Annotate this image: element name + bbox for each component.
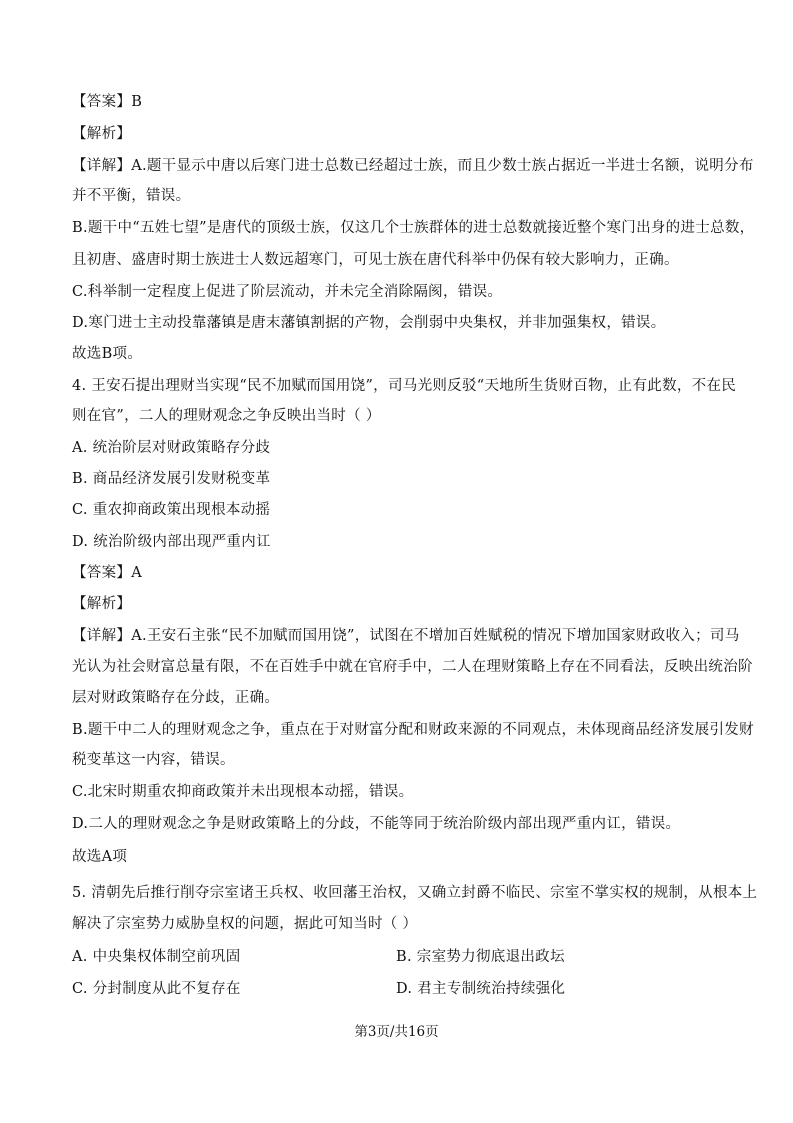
question-5-option-a: A. 中央集权体制空前巩固 bbox=[72, 949, 241, 965]
question-5-stem: 解决了宗室势力威胁皇权的问题，据此可知当时（ ） bbox=[72, 916, 418, 932]
explanation-line: 并不平衡，错误。 bbox=[72, 188, 191, 204]
question-5-stem: 5. 清朝先后推行削夺宗室诸王兵权、收回藩王治权，又确立封爵不临民、宗室不掌实权的规制，从根本上 bbox=[72, 885, 758, 901]
question-4-option-d: D. 统治阶级内部出现严重内讧 bbox=[72, 534, 271, 550]
question-5-option-d: D. 君主专制统治持续强化 bbox=[396, 981, 566, 997]
explanation-line: D.二人的理财观念之争是财政策略上的分歧，不能等同于统治阶级内部出现严重内讧，错误。 bbox=[72, 816, 681, 832]
explanation-line: 光认为社会财富总量有限，不在百姓手中就在官府手中，二人在理财策略上存在不同看法，反映出统治阶 bbox=[72, 659, 753, 675]
explanation-line: C.北宋时期重农抑商政策并未出现根本动摇，错误。 bbox=[72, 784, 414, 800]
explanation-line: D.寒门进士主动投靠藩镇是唐末藩镇割据的产物，会削弱中央集权，并非加强集权，错误。 bbox=[72, 315, 666, 331]
explanation-line: 层对财政策略存在分歧，正确。 bbox=[72, 690, 280, 706]
explanation-line: 且初唐、盛唐时期士族进士人数远超寒门，可见士族在唐代科举中仍保有较大影响力，正确。 bbox=[72, 252, 679, 268]
question-4-option-c: C. 重农抑商政策出现根本动摇 bbox=[72, 502, 271, 518]
conclusion-line: 故选B项。 bbox=[72, 346, 143, 362]
analysis-label: 【解析】 bbox=[72, 126, 132, 142]
question-4-stem: 则在官”，二人的理财观念之争反映出当时（ ） bbox=[72, 408, 381, 424]
question-4-option-a: A. 统治阶层对财政策略存分歧 bbox=[72, 440, 271, 456]
explanation-line: 【详解】A.题干显示中唐以后寒门进士总数已经超过士族，而且少数士族占据近一半进士名额，说明分布 bbox=[72, 158, 754, 174]
explanation-line: C.科举制一定程度上促进了阶层流动，并未完全消除隔阂，错误。 bbox=[72, 284, 503, 300]
question-5-option-c: C. 分封制度从此不复存在 bbox=[72, 981, 241, 997]
conclusion-line: 故选A项 bbox=[72, 849, 128, 865]
explanation-line: 税变革这一内容，错误。 bbox=[72, 752, 235, 768]
explanation-line: B.题干中“五姓七望”是唐代的顶级士族，仅这几个士族群体的进士总数就接近整个寒门出身的进士总数， bbox=[72, 220, 755, 236]
analysis-label: 【解析】 bbox=[72, 596, 132, 612]
question-4-option-b: B. 商品经济发展引发财税变革 bbox=[72, 471, 271, 487]
question-5-option-b: B. 宗室势力彻底退出政坛 bbox=[396, 949, 565, 965]
answer-label: 【答案】B bbox=[72, 94, 143, 110]
explanation-line: 【详解】A.王安石主张“民不加赋而国用饶”，试图在不增加百姓赋税的情况下增加国家财政收入；司马 bbox=[72, 628, 740, 644]
answer-label: 【答案】A bbox=[72, 565, 142, 581]
page-number: 第3页/共16页 bbox=[354, 1024, 439, 1040]
explanation-line: B.题干中二人的理财观念之争，重点在于对财富分配和财政来源的不同观点，未体现商品经济发展引发财 bbox=[72, 722, 754, 738]
question-4-stem: 4. 王安石提出理财当实现“民不加赋而国用饶”，司马光则反驳“天地所生货财百物，止有此数，不在民 bbox=[72, 378, 737, 394]
